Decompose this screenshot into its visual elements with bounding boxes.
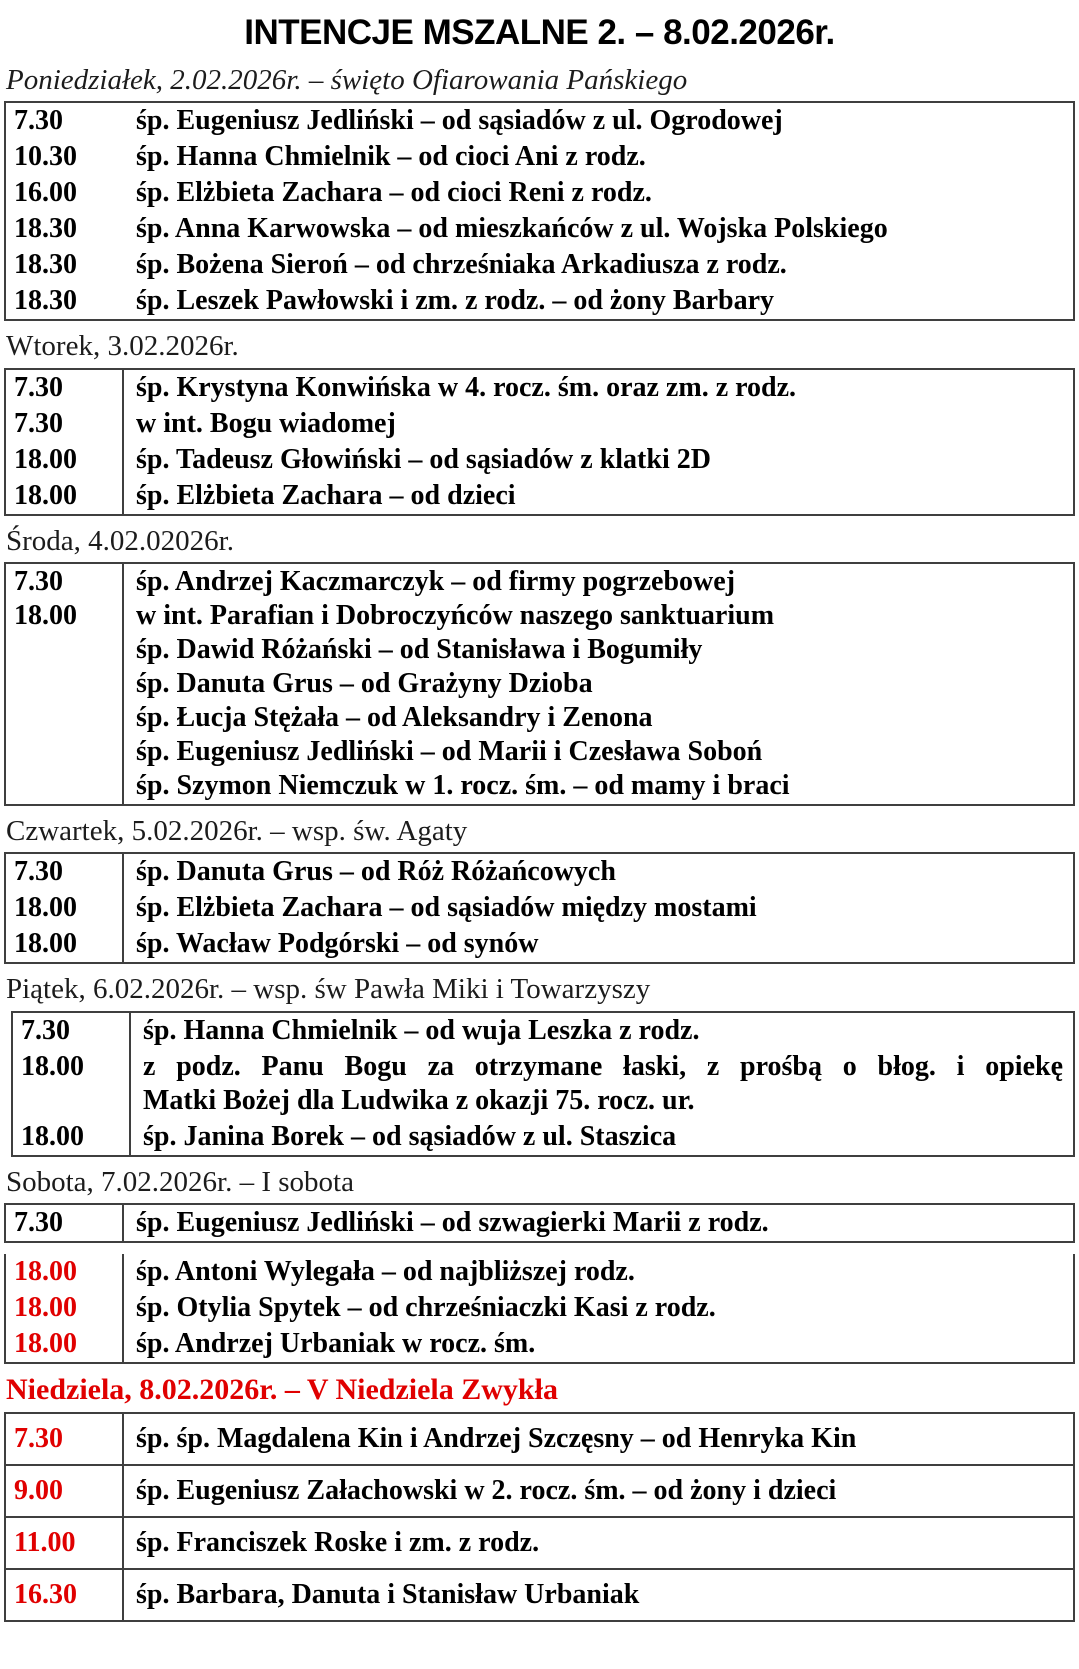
time-value: 18.00 [14, 1292, 77, 1324]
time-value: 16.30 [14, 1578, 77, 1610]
intention-cell [124, 442, 1073, 478]
intention-line: śp. Elżbieta Zachara – od sąsiadów między mostami [136, 892, 757, 924]
mass-row [6, 442, 1073, 478]
intention-line: śp. Tadeusz Głowiński – od sąsiadów z klatki 2D [136, 443, 711, 475]
time-value: 18.30 [14, 249, 77, 281]
intention-line: śp. Szymon Niemczuk w 1. rocz. śm. – od mamy i braci [136, 770, 790, 802]
time-cell [6, 1326, 124, 1362]
mass-table [4, 101, 1075, 321]
intention-cell [124, 103, 1073, 139]
time-value: 10.30 [14, 141, 77, 173]
time-value: 18.30 [14, 213, 77, 245]
time-value: 16.00 [14, 177, 77, 209]
intention-cell [124, 854, 1073, 890]
intention-line: śp. Danuta Grus – od Róż Różańcowych [136, 856, 616, 888]
day-section [4, 525, 1075, 806]
intention-cell [131, 1013, 1073, 1049]
time-value: 7.30 [14, 371, 63, 403]
time-cell [6, 1414, 124, 1464]
time-value: 18.00 [14, 443, 77, 475]
mass-table [4, 1412, 1075, 1622]
day-heading: Poniedziałek, 2.02.2026r. – święto Ofiarowania Pańskiego [6, 64, 688, 96]
time-value: 7.30 [14, 407, 63, 439]
time-value: 18.00 [14, 600, 77, 632]
time-value: 7.30 [21, 1014, 70, 1046]
mass-row [6, 564, 1073, 804]
intention-cell [124, 406, 1073, 442]
mass-row [6, 1414, 1073, 1466]
time-value: 18.00 [14, 928, 77, 960]
mass-row [6, 1205, 1073, 1241]
intention-line: śp. Andrzej Kaczmarczyk – od firmy pogrzebowej [136, 566, 736, 598]
intention-cell [124, 211, 1073, 247]
day-section [4, 1166, 1075, 1364]
mass-row [6, 1570, 1073, 1620]
time-cell [6, 442, 124, 478]
mass-row [6, 1290, 1073, 1326]
intention-cell [124, 1254, 1073, 1290]
intention-line: śp. Wacław Podgórski – od synów [136, 928, 539, 960]
intention-cell [124, 478, 1073, 514]
mass-row [6, 103, 1073, 139]
mass-row [6, 211, 1073, 247]
mass-row [6, 926, 1073, 962]
intention-line: śp. Otylia Spytek – od chrześniaczki Kasi z rodz. [136, 1292, 716, 1324]
mass-row [6, 478, 1073, 514]
mass-row [6, 406, 1073, 442]
time-cell [6, 564, 124, 804]
days [4, 64, 1075, 1622]
intention-line: śp. śp. Magdalena Kin i Andrzej Szczęsny – od Henryka Kin [136, 1422, 857, 1454]
time-value: 18.30 [14, 285, 77, 317]
intention-line: w int. Parafian i Dobroczyńców naszego sanktuarium [136, 600, 775, 632]
day-heading: Środa, 4.02.02026r. [6, 524, 234, 557]
day-heading: Czwartek, 5.02.2026r. – wsp. św. Agaty [6, 815, 468, 848]
intention-line: śp. Hanna Chmielnik – od cioci Ani z rodz. [136, 141, 646, 173]
time-value: 7.30 [14, 856, 63, 888]
time-cell [13, 1119, 131, 1155]
mass-row [13, 1049, 1073, 1119]
intention-line: śp. Krystyna Konwińska w 4. rocz. śm. oraz zm. z rodz. [136, 371, 797, 403]
intention-line: śp. Franciszek Roske i zm. z rodz. [136, 1526, 540, 1558]
mass-row [6, 854, 1073, 890]
time-cell [6, 247, 124, 283]
mass-row [6, 370, 1073, 406]
mass-row [6, 1466, 1073, 1518]
intention-cell [124, 139, 1073, 175]
mass-row [6, 1254, 1073, 1290]
time-cell [13, 1013, 131, 1049]
intention-cell [124, 1326, 1073, 1362]
time-cell [13, 1049, 131, 1119]
mass-row [13, 1013, 1073, 1049]
time-cell [6, 478, 124, 514]
mass-row [6, 1326, 1073, 1362]
intention-cell [124, 1518, 1073, 1568]
time-value: 18.00 [21, 1120, 84, 1152]
day-heading: Wtorek, 3.02.2026r. [6, 330, 239, 363]
intention-cell [131, 1119, 1073, 1155]
intention-line: śp. Leszek Pawłowski i zm. z rodz. – od żony Barbary [136, 285, 775, 317]
intention-line: śp. Andrzej Urbaniak w rocz. śm. [136, 1328, 536, 1360]
page-title: INTENCJE MSZALNE 2. – 8.02.2026r. [244, 13, 835, 52]
time-cell [6, 926, 124, 962]
intention-line: śp. Eugeniusz Jedliński – od Marii i Czesława Soboń [136, 736, 763, 768]
intention-line: z podz. Panu Bogu za otrzymane łaski, z prośbą o błog. i opiekę [143, 1050, 1063, 1082]
time-value: 18.00 [14, 479, 77, 511]
time-value: 7.30 [14, 105, 63, 137]
mass-table [4, 368, 1075, 516]
time-cell [6, 1518, 124, 1568]
mass-row [6, 283, 1073, 319]
time-cell [6, 1205, 124, 1241]
intention-line: śp. Elżbieta Zachara – od dzieci [136, 479, 516, 511]
intention-line: śp. Barbara, Danuta i Stanisław Urbaniak [136, 1578, 640, 1610]
intention-line: Matki Bożej dla Ludwika z okazji 75. rocz. ur. [143, 1084, 695, 1116]
time-value: 18.00 [14, 892, 77, 924]
intention-line: śp. Łucja Stężała – od Aleksandry i Zenona [136, 702, 653, 734]
time-cell [6, 283, 124, 319]
time-value: 7.30 [14, 566, 63, 598]
day-section [4, 973, 1075, 1156]
intention-cell [124, 1205, 1073, 1241]
mass-table [4, 1203, 1075, 1243]
intention-cell [131, 1049, 1073, 1119]
time-cell [6, 175, 124, 211]
time-value: 11.00 [14, 1526, 76, 1558]
mass-row [13, 1119, 1073, 1155]
intention-cell [124, 1570, 1073, 1620]
day-section [4, 330, 1075, 515]
intention-cell [124, 247, 1073, 283]
day-heading: Sobota, 7.02.2026r. – I sobota [6, 1165, 354, 1198]
intention-line: śp. Eugeniusz Jedliński – od szwagierki Marii z rodz. [136, 1207, 769, 1239]
intention-line: w int. Bogu wiadomej [136, 407, 396, 439]
mass-table [4, 852, 1075, 964]
intention-line: śp. Janina Borek – od sąsiadów z ul. Staszica [143, 1120, 677, 1152]
time-value: 18.00 [14, 1256, 77, 1288]
intention-cell [124, 564, 1073, 804]
time-cell [6, 1254, 124, 1290]
time-cell [6, 1570, 124, 1620]
time-value: 9.00 [14, 1474, 63, 1506]
day-section [4, 1373, 1075, 1622]
time-value: 7.30 [14, 1422, 63, 1454]
intention-cell [124, 175, 1073, 211]
time-value: 18.00 [14, 1328, 77, 1360]
intention-line: śp. Bożena Sieroń – od chrześniaka Arkadiusza z rodz. [136, 249, 787, 281]
intention-cell [124, 926, 1073, 962]
intention-cell [124, 890, 1073, 926]
mass-row [6, 139, 1073, 175]
time-cell [6, 139, 124, 175]
mass-row [6, 175, 1073, 211]
intention-line: śp. Hanna Chmielnik – od wuja Leszka z rodz. [143, 1014, 700, 1046]
mass-row [6, 247, 1073, 283]
mass-table [11, 1011, 1075, 1157]
intention-line: śp. Eugeniusz Jedliński – od sąsiadów z ul. Ogrodowej [136, 105, 783, 137]
time-cell [6, 103, 124, 139]
time-cell [6, 890, 124, 926]
time-cell [6, 1290, 124, 1326]
mass-table [4, 562, 1075, 806]
time-cell [6, 370, 124, 406]
intention-line: śp. Dawid Różański – od Stanisława i Bogumiły [136, 634, 703, 666]
day-heading: Niedziela, 8.02.2026r. – V Niedziela Zwykła [6, 1373, 558, 1407]
intention-line: śp. Anna Karwowska – od mieszkańców z ul. Wojska Polskiego [136, 213, 888, 245]
time-cell [6, 406, 124, 442]
time-cell [6, 211, 124, 247]
intention-line: śp. Antoni Wylegała – od najbliższej rodz. [136, 1256, 635, 1288]
time-cell [6, 854, 124, 890]
intention-line: śp. Danuta Grus – od Grażyny Dzioba [136, 668, 593, 700]
day-section [4, 64, 1075, 321]
time-cell [6, 1466, 124, 1516]
intention-cell [124, 370, 1073, 406]
intention-cell [124, 1414, 1073, 1464]
intention-line: śp. Elżbieta Zachara – od cioci Reni z rodz. [136, 177, 652, 209]
time-value: 18.00 [21, 1050, 84, 1082]
time-value: 7.30 [14, 1207, 63, 1239]
day-section [4, 815, 1075, 964]
intention-cell [124, 1466, 1073, 1516]
intention-cell [124, 283, 1073, 319]
mass-row [6, 890, 1073, 926]
intention-cell [124, 1290, 1073, 1326]
day-heading: Piątek, 6.02.2026r. – wsp. św Pawła Miki i Towarzyszy [6, 973, 651, 1006]
mass-table [4, 1254, 1075, 1364]
mass-row [6, 1518, 1073, 1570]
intention-line: śp. Eugeniusz Załachowski w 2. rocz. śm. – od żony i dzieci [136, 1474, 837, 1506]
